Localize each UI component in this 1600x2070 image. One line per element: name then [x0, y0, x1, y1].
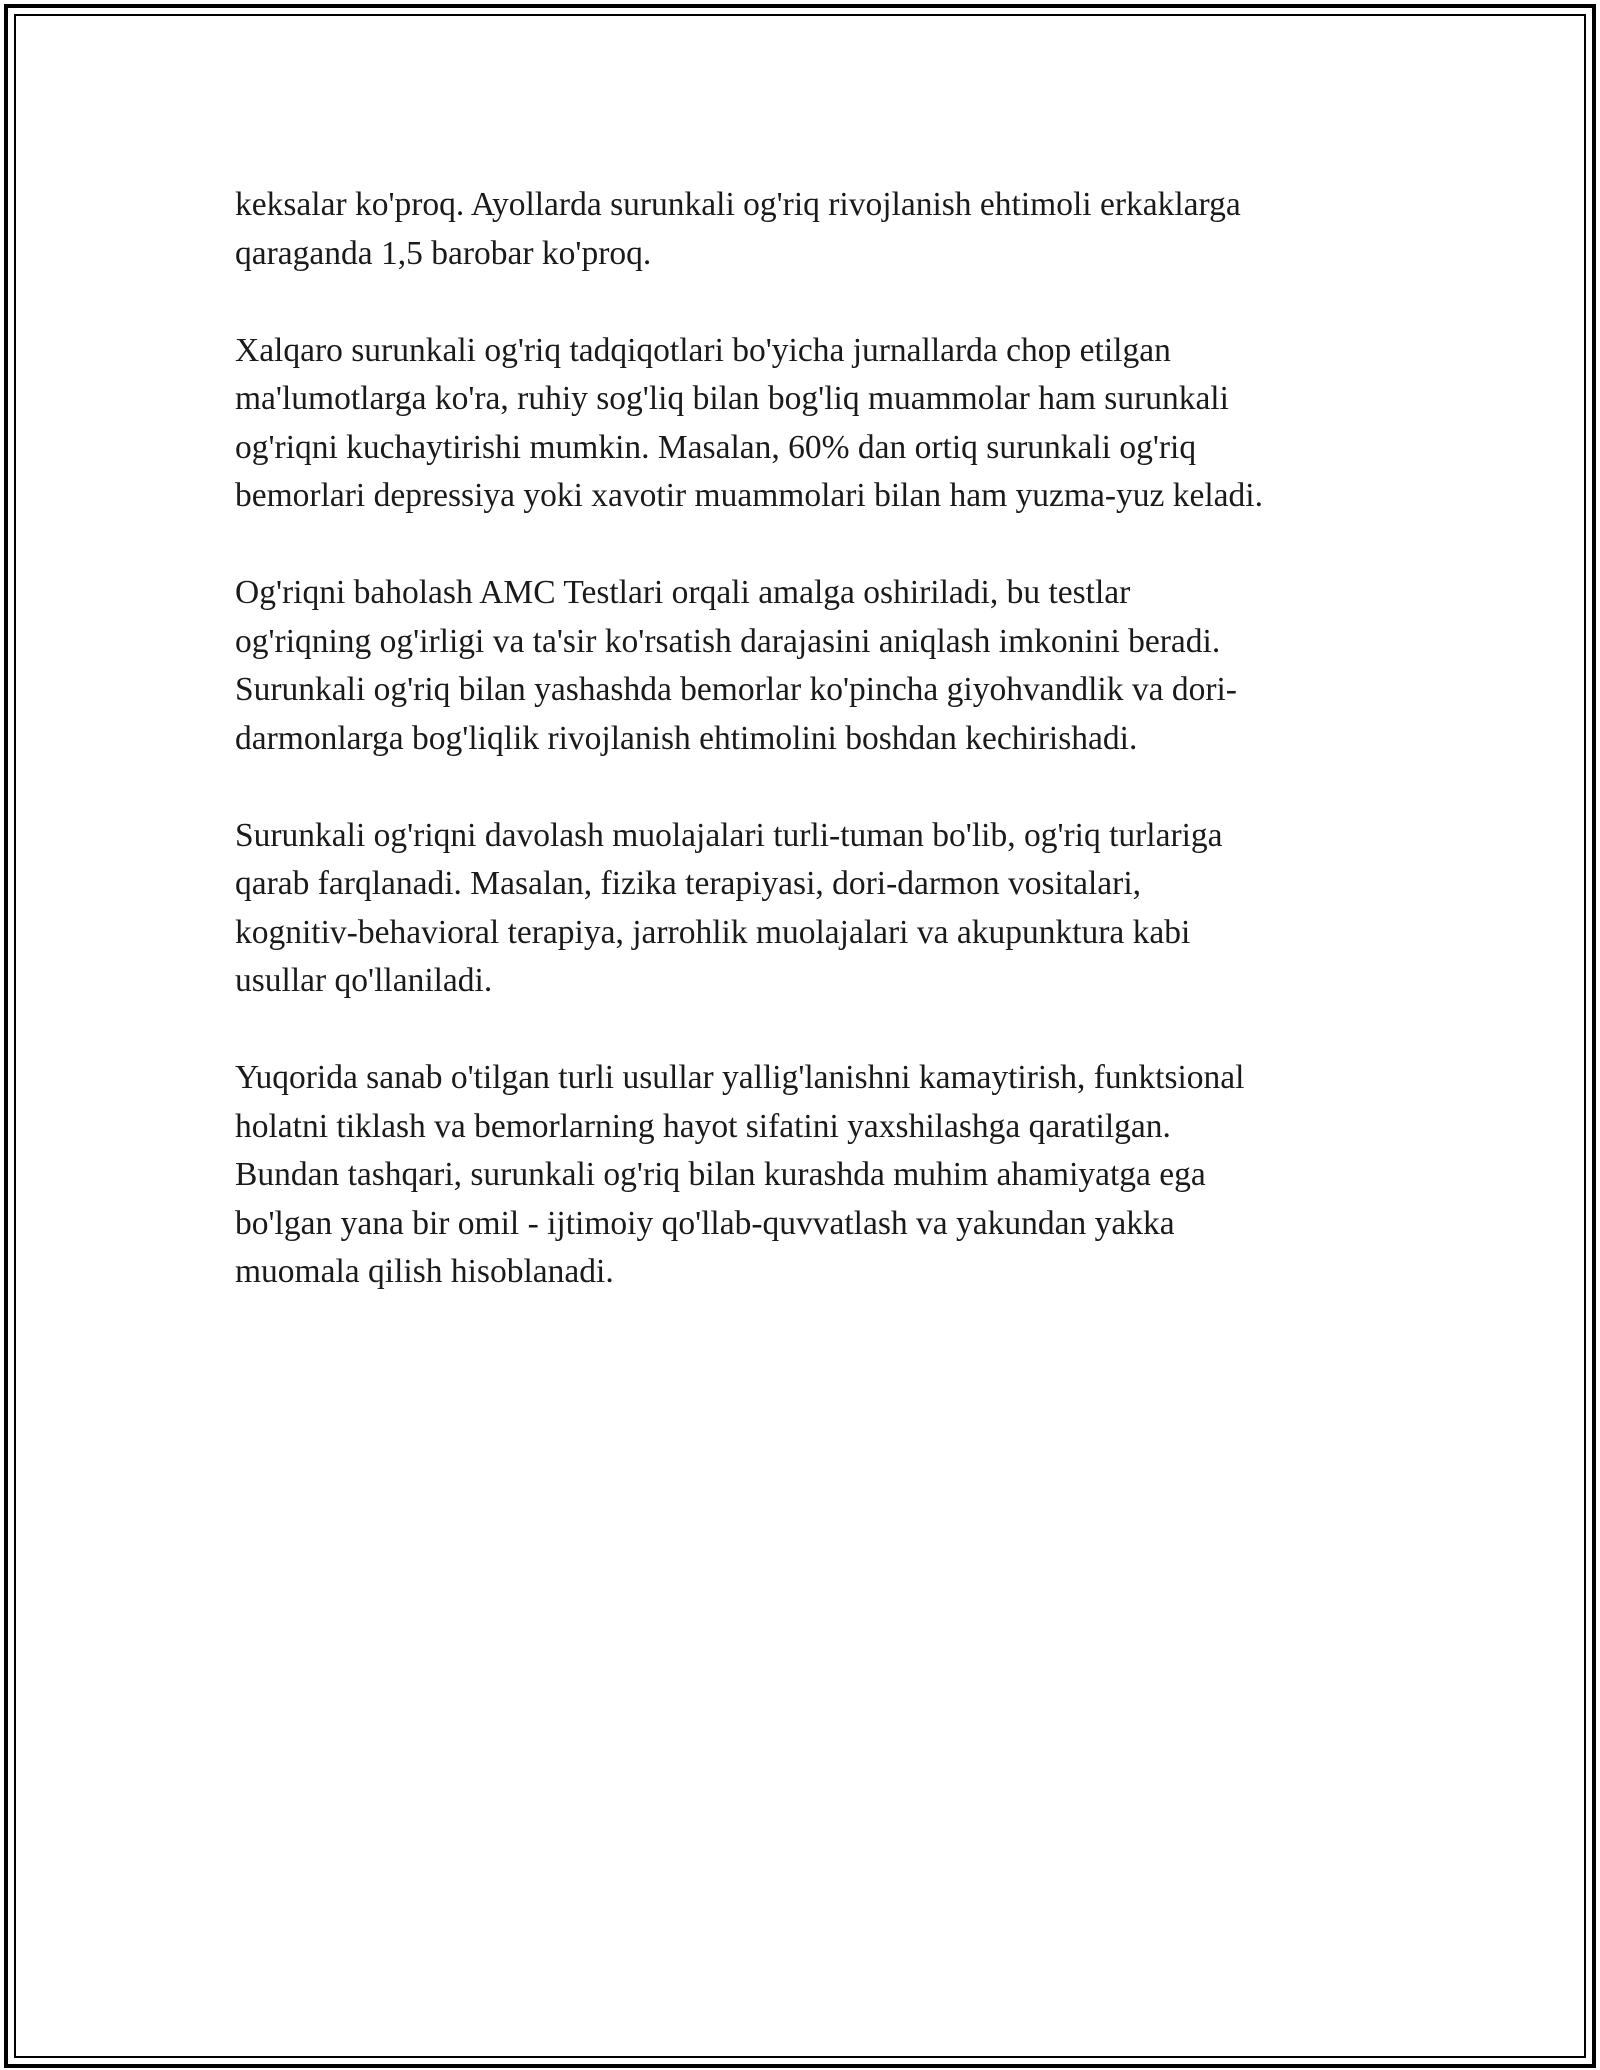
text-line: keksalar ko'proq. Ayollarda surunkali og'riq rivojlanish ehtimoli erkaklarga — [235, 186, 1241, 223]
text-line: Surunkali og'riqni davolash muolajalari turli-tuman bo'lib, og'riq turlariga — [235, 816, 1223, 854]
text-line: holatni tiklash va bemorlarning hayot sifatini yaxshilashga qaratilgan. — [235, 1107, 1171, 1145]
paragraph-2 — [235, 327, 1385, 521]
text-line: Og'riqni baholash AMC Testlari orqali amalga oshiriladi, bu testlar — [235, 574, 1131, 611]
text-line: usullar qo'llaniladi. — [235, 962, 493, 999]
text-line: bo'lgan yana bir omil - ijtimoiy qo'llab-quvvatlash va yakundan yakka — [235, 1204, 1175, 1242]
text-line: muomala qilish hisoblanadi. — [235, 1253, 614, 1290]
paragraph-4 — [235, 812, 1385, 1006]
text-line: ma'lumotlarga ko'ra, ruhiy sog'liq bilan bog'liq muammolar ham surunkali — [235, 380, 1229, 417]
paragraph-1 — [235, 181, 1385, 278]
text-line: bemorlari depressiya yoki xavotir muammolari bilan ham yuzma-yuz keladi. — [235, 477, 1263, 514]
text-line: Bundan tashqari, surunkali og'riq bilan kurashda muhim ahamiyatga ega — [235, 1156, 1206, 1193]
text-line: kognitiv-behavioral terapiya, jarrohlik muolajalari va akupunktura kabi — [235, 913, 1191, 951]
document-body — [235, 181, 1385, 1345]
text-line: qaraganda 1,5 barobar ko'proq. — [235, 234, 652, 272]
text-line: qarab farqlanadi. Masalan, fizika terapiyasi, dori-darmon vositalari, — [235, 865, 1142, 902]
text-line: Yuqorida sanab o'tilgan turli usullar yallig'lanishni kamaytirish, funktsional — [235, 1059, 1245, 1096]
text-line: Xalqaro surunkali og'riq tadqiqotlari bo'yicha jurnallarda chop etilgan — [235, 331, 1171, 369]
paragraph-3 — [235, 569, 1385, 763]
text-line: og'riqni kuchaytirishi mumkin. Masalan, 60% dan ortiq surunkali og'riq — [235, 428, 1197, 466]
paragraph-5 — [235, 1054, 1385, 1297]
text-line: og'riqning og'irligi va ta'sir ko'rsatish darajasini aniqlash imkonini beradi. — [235, 622, 1221, 660]
text-line: Surunkali og'riq bilan yashashda bemorlar ko'pincha giyohvandlik va dori- — [235, 671, 1237, 708]
text-line: darmonlarga bog'liqlik rivojlanish ehtimolini boshdan kechirishadi. — [235, 719, 1138, 757]
